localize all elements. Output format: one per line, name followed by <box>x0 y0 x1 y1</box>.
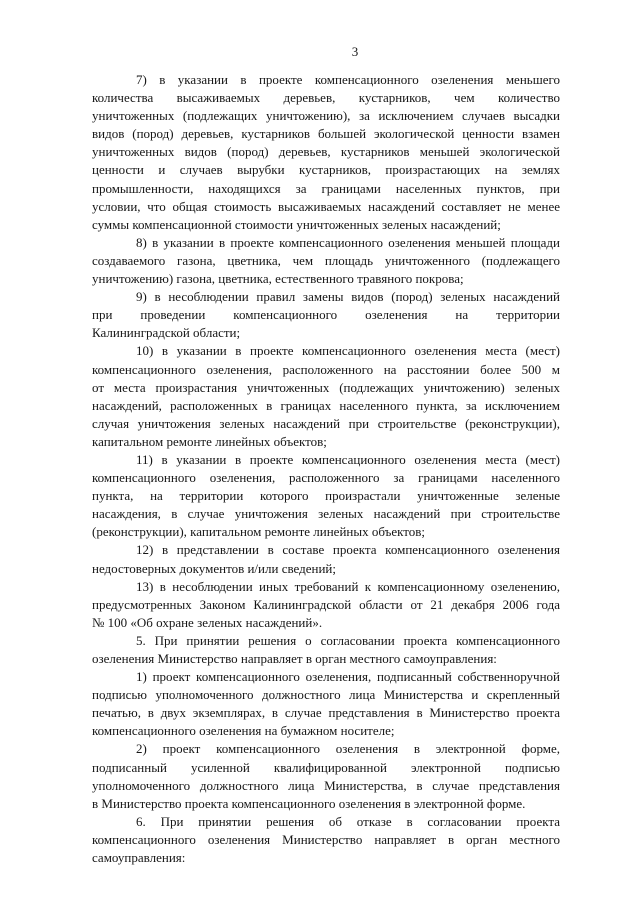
text-line: 11) в указании в проекте компенсационного озеленения места (мест) <box>136 451 560 467</box>
text-line: пункта, на территории которого произрастали уничтоженные зеленые <box>92 488 560 504</box>
text-line: компенсационного озеленения на бумажном носителе; <box>92 723 395 739</box>
paragraph <box>92 342 560 451</box>
text-line: уничтоженных (подлежащих уничтожению), за исключением случаев высадки <box>92 108 560 124</box>
paragraph <box>92 234 560 288</box>
text-line: при проведении компенсационного озеленения на территории <box>92 307 560 323</box>
text-line: № 100 «Об охране зеленых насаждений». <box>92 614 323 630</box>
text-line: 9) в несоблюдении правил замены видов (пород) зеленых насаждений <box>136 289 560 305</box>
paragraph <box>92 632 560 668</box>
text-line: уничтожению) газона, цветника, естественного травяного покрова; <box>92 271 464 287</box>
paragraph <box>92 578 560 632</box>
text-line: Калининградской области; <box>92 325 241 341</box>
text-line: подписью уполномоченного должностного лица Министерства и скрепленный <box>92 687 560 703</box>
paragraph <box>92 668 560 740</box>
page-number: 3 <box>351 44 359 59</box>
text-line: предусмотренных Законом Калининградской области от 21 декабря 2006 года <box>92 596 560 612</box>
text-line: компенсационного озеленения, расположенного за границами населенного <box>92 470 560 486</box>
document-body <box>92 71 560 867</box>
text-line: насаждения, в случае уничтожения зеленых насаждений при строительстве <box>92 506 560 522</box>
text-line: количества высаживаемых деревьев, кустарников, чем количество <box>92 90 560 106</box>
text-line: создаваемого газона, цветника, чем площадь уничтоженного (подлежащего <box>92 252 560 268</box>
text-line: 6. При принятии решения об отказе в согласовании проекта <box>136 813 560 829</box>
text-line: ценности и случаев вырубки кустарников, произрастающих на землях <box>92 162 560 178</box>
text-line: промышленности, находящихся за границами населенных пунктов, при <box>92 180 560 196</box>
paragraph <box>92 541 560 577</box>
text-line: 13) в несоблюдении иных требований к компенсационному озеленению, <box>136 578 560 594</box>
text-line: насаждений, расположенных в границах населенного пункта, за исключением <box>92 397 560 413</box>
text-line: 8) в указании в проекте компенсационного озеленения меньшей площади <box>136 234 560 250</box>
text-line: самоуправления: <box>92 850 186 866</box>
paragraph <box>92 288 560 342</box>
paragraph <box>92 71 560 234</box>
text-line: случая уничтожения зеленых насаждений при строительстве (реконструкции), <box>92 415 560 431</box>
paragraph <box>92 813 560 867</box>
text-line: компенсационного озеленения, расположенного на расстоянии более 500 м <box>92 361 560 377</box>
text-line: капитальном ремонте линейных объектов; <box>92 433 327 449</box>
text-line: подписанный усиленной квалифицированной электронной подписью <box>92 759 560 775</box>
text-line: 1) проект компенсационного озеленения, подписанный собственноручной <box>136 669 560 685</box>
text-line: 7) в указании в проекте компенсационного озеленения меньшего <box>136 72 560 87</box>
text-line: 2) проект компенсационного озеленения в электронной форме, <box>136 741 560 757</box>
paragraph <box>92 740 560 812</box>
text-line: компенсационного озеленения Министерство направляет в орган местного <box>92 831 560 847</box>
text-line: уполномоченного должностного лица Министерства, в случае представления <box>92 777 560 793</box>
text-line: 10) в указании в проекте компенсационного озеленения места (мест) <box>136 343 560 359</box>
text-line: 12) в представлении в составе проекта компенсационного озеленения <box>136 542 560 558</box>
text-line: озеленения Министерство направляет в орган местного самоуправления: <box>92 651 497 666</box>
text-line: печатью, в двух экземплярах, в случае представления в Министерство проекта <box>92 705 560 721</box>
text-line: суммы компенсационной стоимости уничтоженных зеленых насаждений; <box>92 216 501 232</box>
text-line: (реконструкции), капитальном ремонте линейных объектов; <box>92 524 426 540</box>
text-line: недостоверных документов и/или сведений; <box>92 560 336 576</box>
text-line: условии, что общая стоимость высаживаемых насаждений составляет не менее <box>92 198 560 214</box>
text-line: 5. При принятии решения о согласовании проекта компенсационного <box>136 632 560 648</box>
text-line: в Министерство проекта компенсационного озеленения в электронной форме. <box>92 795 526 811</box>
text-line: видов (пород) деревьев, кустарников большей экологической ценности взамен <box>92 126 560 142</box>
text-line: уничтоженных видов (пород) деревьев, кустарников меньшей экологической <box>92 144 560 160</box>
paragraph <box>92 451 560 541</box>
text-line: от места произрастания уничтоженных (подлежащих уничтожению) зеленых <box>92 379 560 395</box>
